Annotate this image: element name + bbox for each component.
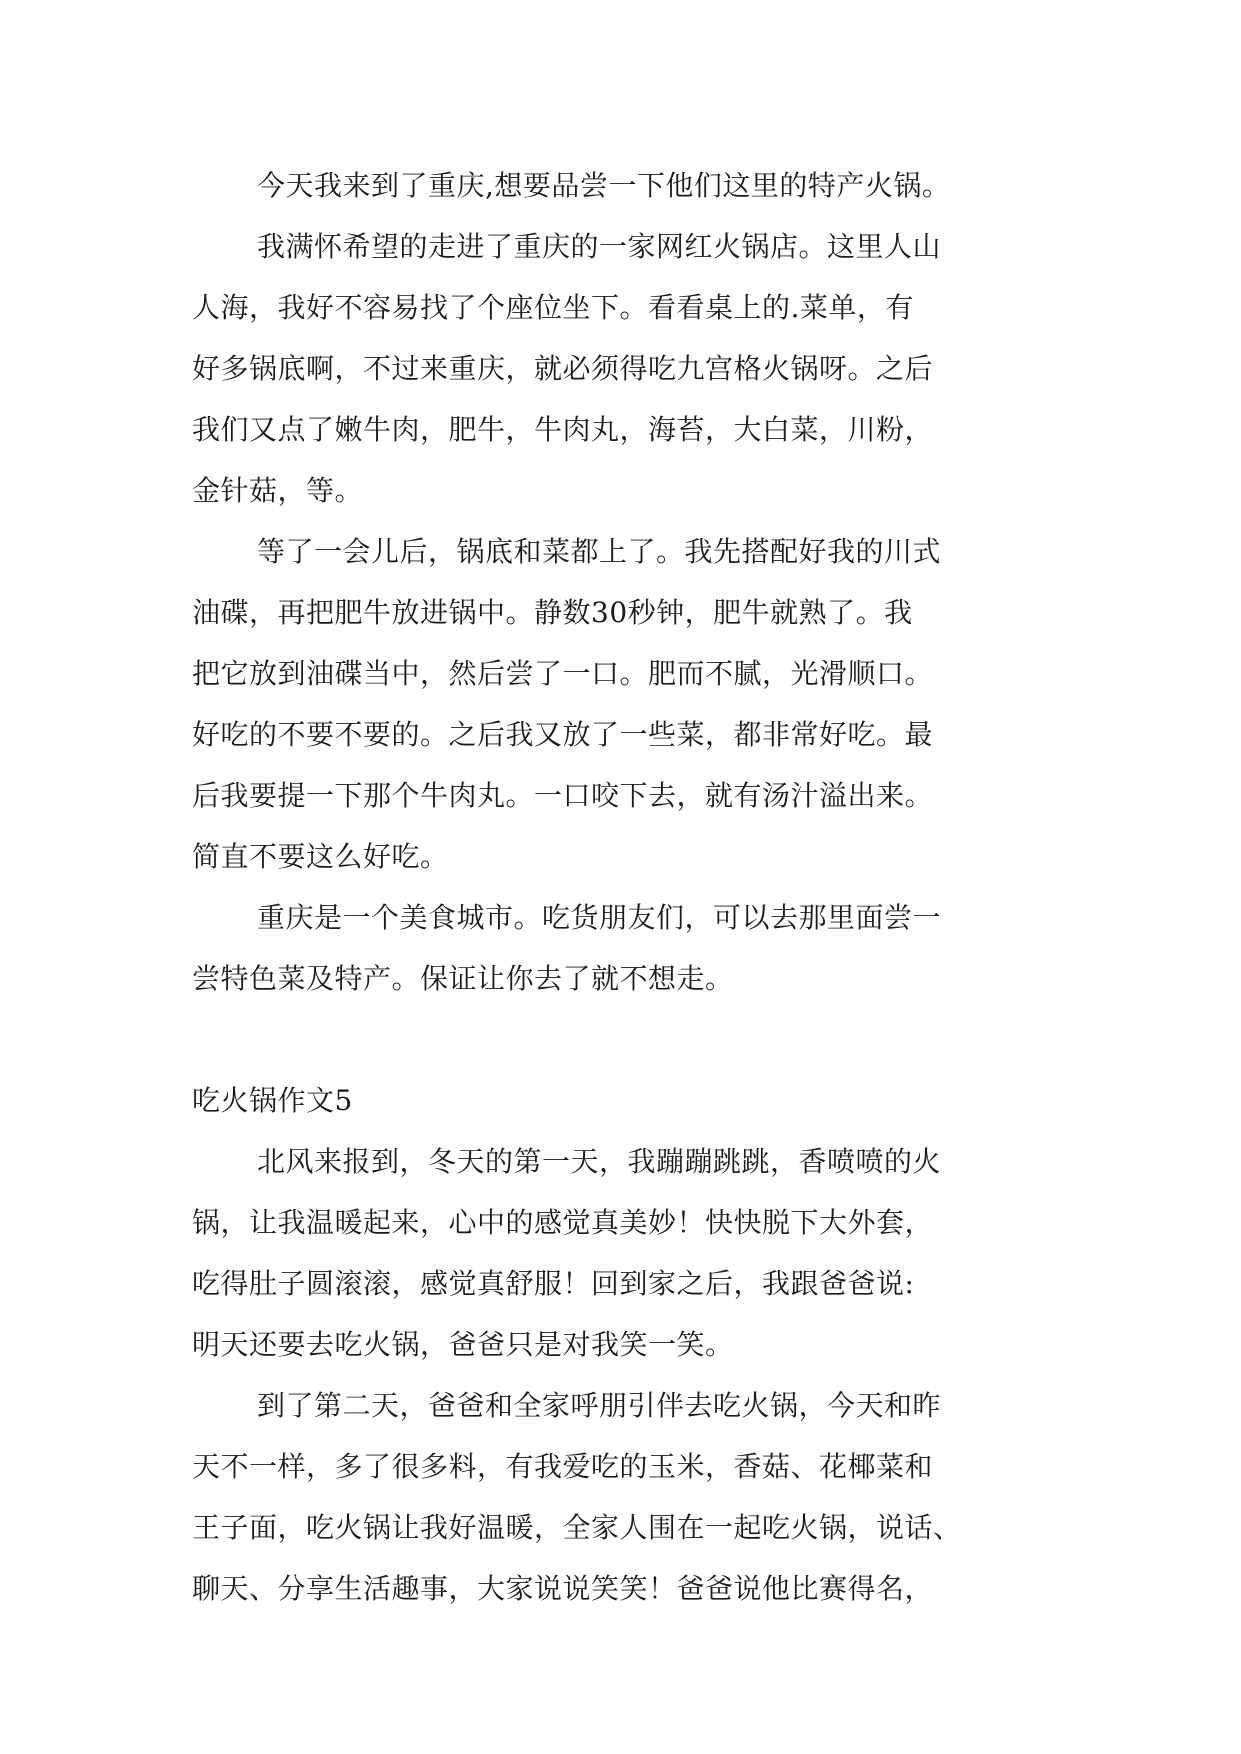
text-line: 等了一会儿后，锅底和菜都上了。我先搭配好我的川式 bbox=[257, 535, 942, 568]
text-line: 吃得肚子圆滚滚，感觉真舒服！回到家之后，我跟爸爸说: bbox=[192, 1267, 915, 1300]
text-line: 好吃的不要不要的。之后我又放了一些菜，都非常好吃。最 bbox=[192, 718, 934, 751]
text-line: 到了第二天，爸爸和全家呼朋引伴去吃火锅，今天和昨 bbox=[257, 1389, 942, 1422]
text-line: 油碟，再把肥牛放进锅中。静数30秒钟，肥牛就熟了。我 bbox=[192, 596, 913, 629]
text-line: 今天我来到了重庆,想要品尝一下他们这里的特产火锅。 bbox=[257, 169, 951, 202]
text-line: 我满怀希望的走进了重庆的一家网红火锅店。这里人山 bbox=[257, 230, 942, 263]
text-line: 金针菇，等。 bbox=[192, 474, 364, 507]
text-line: 王子面，吃火锅让我好温暖，全家人围在一起吃火锅，说话、 bbox=[192, 1511, 962, 1544]
text-line: 重庆是一个美食城市。吃货朋友们，可以去那里面尝一 bbox=[257, 901, 942, 934]
text-line: 后我要提一下那个牛肉丸。一口咬下去，就有汤汁溢出来。 bbox=[192, 779, 934, 812]
text-line: 明天还要去吃火锅，爸爸只是对我笑一笑。 bbox=[192, 1328, 734, 1361]
text-line: 北风来报到，冬天的第一天，我蹦蹦跳跳，香喷喷的火 bbox=[257, 1145, 942, 1178]
section-heading: 吃火锅作文5 bbox=[192, 1084, 353, 1117]
text-line: 尝特色菜及特产。保证让你去了就不想走。 bbox=[192, 962, 734, 995]
text-line: 好多锅底啊，不过来重庆，就必须得吃九宫格火锅呀。之后 bbox=[192, 352, 934, 385]
text-line: 我们又点了嫩牛肉，肥牛，牛肉丸，海苔，大白菜，川粉， bbox=[192, 413, 934, 446]
text-line: 锅，让我温暖起来，心中的感觉真美妙！快快脱下大外套， bbox=[192, 1206, 934, 1239]
text-line: 简直不要这么好吃。 bbox=[192, 840, 449, 873]
text-line: 把它放到油碟当中，然后尝了一口。肥而不腻，光滑顺口。 bbox=[192, 657, 934, 690]
text-line: 天不一样，多了很多料，有我爱吃的玉米，香菇、花椰菜和 bbox=[192, 1450, 934, 1483]
text-line: 聊天、分享生活趣事，大家说说笑笑！爸爸说他比赛得名， bbox=[192, 1572, 934, 1605]
text-line: 人海，我好不容易找了个座位坐下。看看桌上的.菜单，有 bbox=[192, 291, 914, 324]
